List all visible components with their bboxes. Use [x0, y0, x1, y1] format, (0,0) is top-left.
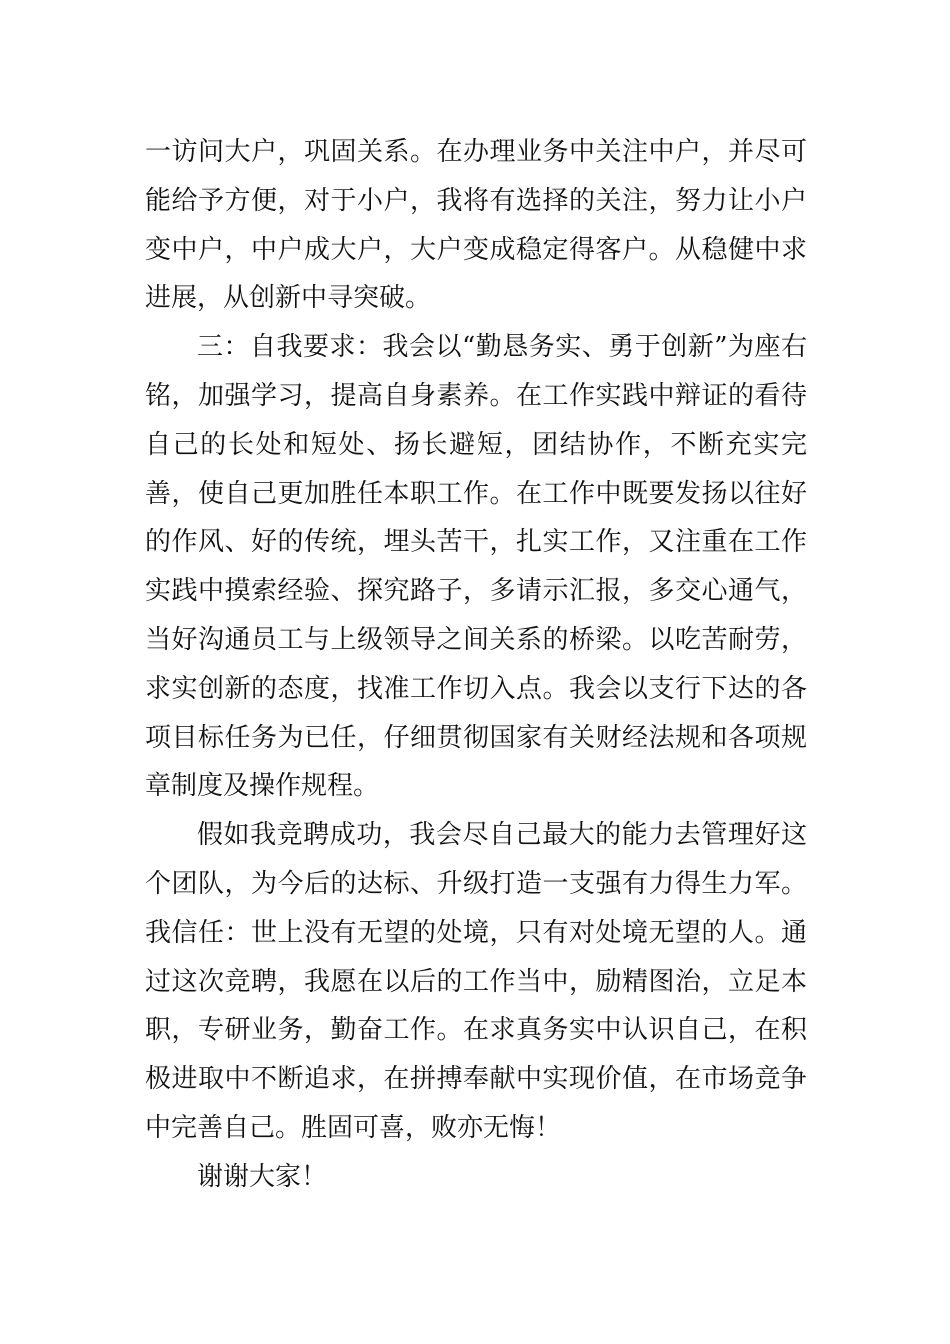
paragraph-commitment: 假如我竞聘成功，我会尽自己最大的能力去管理好这个团队，为今后的达标、升级打造一支强有力得生力军。我信任：世上没有无望的处境，只有对处境无望的人。通过这次竞聘，我愿在以后的工作当中，励精图治，立足本职，专研业务，勤奋工作。在求真务实中认识自己，在积极进取中不断追求，在拼搏奉献中实现价值，在市场竞争中完善自己。胜固可喜，败亦无悔！ — [145, 820, 807, 1143]
paragraph-continuation: 一访问大户，巩固关系。在办理业务中关注中户，并尽可能给予方便，对于小户，我将有选择的关注，努力让小户变中户，中户成大户，大户变成稳定得客户。从稳健中求进展，从创新中寻突破。 — [145, 137, 807, 314]
document-body — [145, 128, 807, 1202]
paragraph-self-requirements: 三：自我要求：我会以“勤恳务实、勇于创新”为座右铭，加强学习，提高自身素养。在工作实践中辩证的看待自己的长处和短处、扬长避短，团结协作，不断充实完善，使自己更加胜任本职工作。在工作中既要发扬以往好的作风、好的传统，埋头苦干，扎实工作，又注重在工作实践中摸索经验、探究路子，多请示汇报，多交心通气，当好沟通员工与上级领导之间关系的桥梁。以吃苦耐劳，求实创新的态度，找准工作切入点。我会以支行下达的各项目标任务为已任，仔细贯彻国家有关财经法规和各项规章制度及操作规程。 — [145, 332, 807, 802]
paragraph-thanks: 谢谢大家！ — [197, 1161, 328, 1192]
